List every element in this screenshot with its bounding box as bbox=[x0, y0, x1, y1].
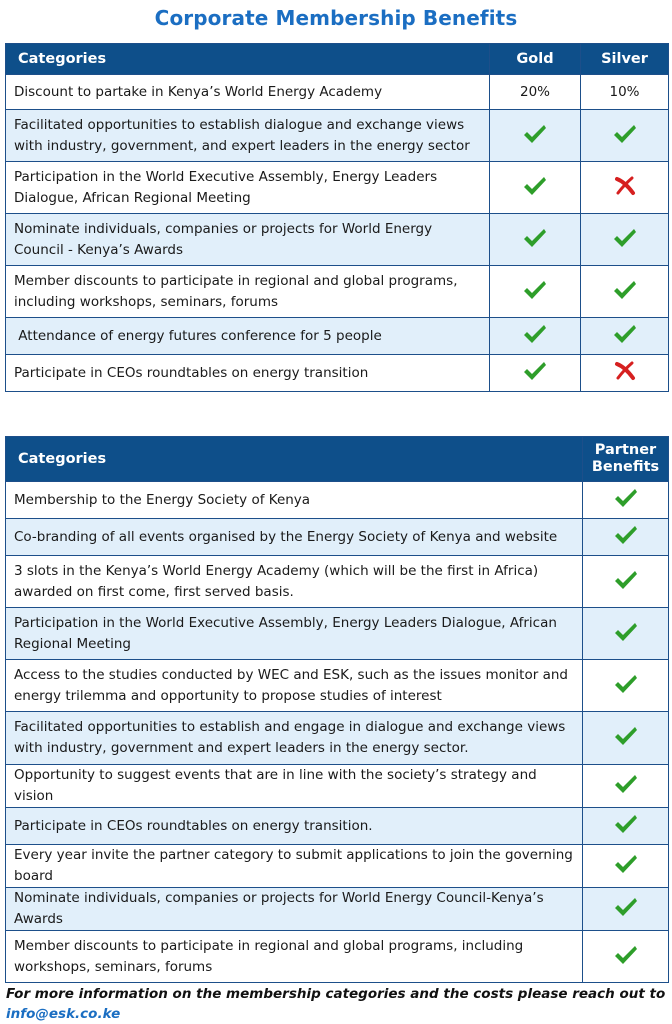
table-row bbox=[6, 845, 669, 888]
benefit-label: Facilitated opportunities to establish and engage in dialogue and exchange views with industry, government and expert leaders in the energy sector. bbox=[6, 712, 583, 765]
discount-value: 20% bbox=[490, 75, 581, 110]
included-cell bbox=[581, 110, 669, 162]
included-cell bbox=[583, 765, 669, 808]
category-label: Member discounts to participate in regional and global programs, including workshops, seminars, forums bbox=[6, 266, 490, 318]
included-cell bbox=[583, 712, 669, 765]
checkmark-icon bbox=[522, 227, 548, 253]
table-row bbox=[6, 888, 669, 931]
included-cell bbox=[490, 162, 581, 214]
checkmark-icon bbox=[613, 813, 639, 839]
checkmark-icon bbox=[613, 673, 639, 699]
benefit-label: Opportunity to suggest events that are in line with the society’s strategy and vision bbox=[6, 765, 583, 808]
included-cell bbox=[583, 931, 669, 983]
benefit-label: Every year invite the partner category to submit applications to join the governing board bbox=[6, 845, 583, 888]
excluded-cell bbox=[581, 355, 669, 392]
table-row bbox=[6, 660, 669, 712]
header-categories: Categories bbox=[6, 44, 490, 75]
table-row bbox=[6, 808, 669, 845]
benefit-label: Participate in CEOs roundtables on energy transition. bbox=[6, 808, 583, 845]
included-cell bbox=[581, 214, 669, 266]
checkmark-icon bbox=[613, 853, 639, 879]
included-cell bbox=[583, 808, 669, 845]
category-label: Participate in CEOs roundtables on energy transition bbox=[6, 355, 490, 392]
contact-email-link[interactable]: info@esk.co.ke bbox=[6, 1006, 121, 1022]
header-silver: Silver bbox=[581, 44, 669, 75]
benefit-label: Nominate individuals, companies or projects for World Energy Council-Kenya’s Awards bbox=[6, 888, 583, 931]
benefit-label: Membership to the Energy Society of Kenya bbox=[6, 482, 583, 519]
category-label: Facilitated opportunities to establish dialogue and exchange views with industry, government, and expert leaders in the energy sector bbox=[6, 110, 490, 162]
included-cell bbox=[583, 888, 669, 931]
checkmark-icon bbox=[522, 175, 548, 201]
checkmark-icon bbox=[613, 896, 639, 922]
table-row bbox=[6, 75, 669, 110]
checkmark-icon bbox=[613, 621, 639, 647]
table-header-row bbox=[6, 44, 669, 75]
benefit-label: 3 slots in the Kenya’s World Energy Academy (which will be the first in Africa) awarded on first come, first served basis. bbox=[6, 556, 583, 608]
table-row bbox=[6, 318, 669, 355]
category-label: Attendance of energy futures conference for 5 people bbox=[6, 318, 490, 355]
table-row bbox=[6, 110, 669, 162]
table-row bbox=[6, 214, 669, 266]
header-partner-line1: Partner bbox=[594, 442, 657, 458]
included-cell bbox=[581, 318, 669, 355]
included-cell bbox=[583, 608, 669, 660]
membership-comparison-table bbox=[5, 43, 669, 392]
partner-benefits-table bbox=[5, 436, 669, 983]
footer-text: For more information on the membership categories and the costs please reach out to bbox=[6, 986, 666, 1002]
header-categories: Categories bbox=[6, 437, 583, 482]
checkmark-icon bbox=[522, 123, 548, 149]
included-cell bbox=[583, 845, 669, 888]
category-label: Discount to partake in Kenya’s World Energy Academy bbox=[6, 75, 490, 110]
table-row bbox=[6, 931, 669, 983]
checkmark-icon bbox=[613, 944, 639, 970]
table-row bbox=[6, 162, 669, 214]
cross-icon bbox=[614, 361, 636, 385]
included-cell bbox=[490, 318, 581, 355]
category-label: Nominate individuals, companies or projects for World Energy Council - Kenya’s Awards bbox=[6, 214, 490, 266]
header-gold: Gold bbox=[490, 44, 581, 75]
included-cell bbox=[583, 556, 669, 608]
benefit-label: Participation in the World Executive Assembly, Energy Leaders Dialogue, African Regional Meeting bbox=[6, 608, 583, 660]
table-row bbox=[6, 519, 669, 556]
excluded-cell bbox=[581, 162, 669, 214]
table-row bbox=[6, 266, 669, 318]
checkmark-icon bbox=[612, 279, 638, 305]
checkmark-icon bbox=[613, 569, 639, 595]
checkmark-icon bbox=[522, 323, 548, 349]
header-partner-line2: Benefits bbox=[591, 459, 660, 475]
table-row bbox=[6, 712, 669, 765]
checkmark-icon bbox=[522, 360, 548, 386]
checkmark-icon bbox=[612, 123, 638, 149]
benefit-label: Access to the studies conducted by WEC and ESK, such as the issues monitor and energy trilemma and opportunity to propose studies of interest bbox=[6, 660, 583, 712]
checkmark-icon bbox=[613, 725, 639, 751]
benefit-label: Co-branding of all events organised by the Energy Society of Kenya and website bbox=[6, 519, 583, 556]
included-cell bbox=[490, 266, 581, 318]
checkmark-icon bbox=[613, 487, 639, 513]
table-row bbox=[6, 608, 669, 660]
header-partner-benefits bbox=[583, 437, 669, 482]
included-cell bbox=[490, 214, 581, 266]
table-row bbox=[6, 765, 669, 808]
contact-footer bbox=[6, 984, 666, 1024]
table-header-row bbox=[6, 437, 669, 482]
checkmark-icon bbox=[522, 279, 548, 305]
checkmark-icon bbox=[612, 323, 638, 349]
page-title: Corporate Membership Benefits bbox=[154, 6, 518, 30]
benefit-label: Member discounts to participate in regional and global programs, including workshops, seminars, forums bbox=[6, 931, 583, 983]
included-cell bbox=[490, 110, 581, 162]
included-cell bbox=[583, 660, 669, 712]
included-cell bbox=[583, 482, 669, 519]
table-row bbox=[6, 556, 669, 608]
checkmark-icon bbox=[612, 227, 638, 253]
included-cell bbox=[581, 266, 669, 318]
checkmark-icon bbox=[613, 524, 639, 550]
checkmark-icon bbox=[613, 773, 639, 799]
table-row bbox=[6, 482, 669, 519]
cross-icon bbox=[614, 176, 636, 200]
included-cell bbox=[583, 519, 669, 556]
discount-value: 10% bbox=[581, 75, 669, 110]
category-label: Participation in the World Executive Assembly, Energy Leaders Dialogue, African Regional Meeting bbox=[6, 162, 490, 214]
included-cell bbox=[490, 355, 581, 392]
table-row bbox=[6, 355, 669, 392]
